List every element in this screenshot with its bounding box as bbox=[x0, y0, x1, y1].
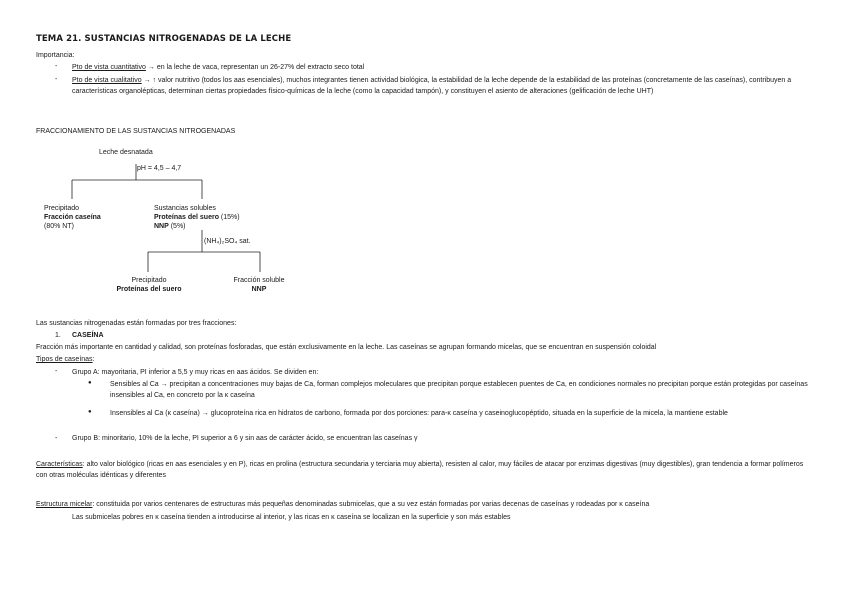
fracciones-intro: Las sustancias nitrogenadas están formadas por tres fracciones: bbox=[36, 320, 237, 327]
diagram-right-line3-bold: NNP bbox=[154, 223, 169, 230]
diagram-left-line3: (80% NT) bbox=[44, 223, 74, 230]
estructura-text: : constituida por varios centenares de estructuras más pequeñas denominadas submicelas, que a su vez están formadas por varias decenas de caseínas y rodeadas por κ caseína bbox=[92, 501, 650, 508]
caseina-sub-item-insensibles: Insensibles al Ca (κ caseína) → glucoproteína rica en hidratos de carbono, formada por dos porciones: para-κ caseína y caseinoglucopéptido, situada en la superficie de la micela, la mantiene estable bbox=[110, 410, 728, 417]
diagram-right-line1: Sustancias solubles bbox=[154, 205, 216, 212]
diagram-bottom-left-line1: Precipitado bbox=[131, 277, 167, 284]
diagram-bottom-right-node bbox=[226, 276, 292, 294]
diagram-bottom-left-line2: Proteínas del suero bbox=[116, 286, 182, 293]
grupo-b: Grupo B: minoritario, 10% de la leche, PI superior a 6 y sin aas de carácter ácido, se encuentran las caseínas γ bbox=[72, 435, 418, 442]
diagram-root: Leche desnatada bbox=[99, 149, 153, 156]
caracteristicas-text: : alto valor biológico (ricas en aas esenciales y en P), ricas en prolina (estructura secundaria y terciaria muy abierta), resisten al calor, muy fáciles de atacar por enzimas digestivas (muy digestibles), gran tendencia a formar polímeros con otras moléculas idénticas y diferentes bbox=[36, 461, 804, 479]
diagram-right-line3 bbox=[154, 222, 240, 231]
importancia-label: Importancia: bbox=[36, 52, 75, 59]
dash-bullet: - bbox=[55, 63, 58, 70]
diagram-right-line2 bbox=[154, 213, 240, 222]
importancia-term: Pto de vista cualitativo bbox=[72, 77, 142, 84]
diagram-step-sulfate: (NH₄)₂SO₄ sat. bbox=[204, 238, 251, 245]
importancia-text: valor nutritivo (todos los aas esenciales), muchos integrantes tienen actividad biológica, la estabilidad de la leche depende de la estabilidad de las proteínas (concretamente de las caseínas), contribuyen a características organolépticas, determinan ciertas propiedades físico-químicas de la leche (como la capacidad tampón), y constituyen el asiento de alteraciones (gelificación de leche UHT) bbox=[72, 77, 792, 95]
tipos-caseinas-colon: : bbox=[92, 356, 95, 363]
dash-bullet: - bbox=[55, 435, 58, 442]
diagram-step-ph: pH = 4,5 – 4,7 bbox=[137, 165, 182, 172]
caseina-heading: CASEÍNA bbox=[72, 332, 104, 339]
diagram-right-line2-bold: Proteínas del suero bbox=[154, 214, 219, 221]
estructura-paragraph bbox=[36, 500, 649, 509]
diagram-right-node bbox=[154, 204, 240, 231]
diagram-right-line2-rest: (15%) bbox=[218, 214, 240, 221]
diagram-bottom-left-node bbox=[112, 276, 186, 294]
caracteristicas-label: Características bbox=[36, 461, 83, 468]
fraccionamiento-heading: FRACCIONAMIENTO DE LAS SUSTANCIAS NITROGENADAS bbox=[36, 128, 236, 135]
tipos-caseinas-label bbox=[36, 355, 95, 364]
estructura-label: Estructura micelar bbox=[36, 501, 93, 508]
diagram-bottom-right-line1: Fracción soluble bbox=[233, 277, 285, 284]
estructura-indent-text: Las submicelas pobres en κ caseína tienden a introducirse al interior, y las ricas en κ caseína se localizan en la superficie y son más estables bbox=[72, 514, 511, 521]
caseina-description: Fracción más importante en cantidad y calidad, son proteínas fosforadas, que están exclusivamente en la leche. Las caseínas se agrupan formando micelas, que se encuentran en suspensión coloidal bbox=[36, 344, 657, 351]
arrow-up-icon: → ↑ bbox=[143, 77, 157, 84]
importancia-term: Pto de vista cuantitativo bbox=[72, 64, 146, 71]
diagram-left-line1: Precipitado bbox=[44, 205, 80, 212]
diagram-bottom-right-line2: NNP bbox=[251, 286, 267, 293]
diagram-right-line3-rest: (5%) bbox=[168, 223, 186, 230]
grupo-a: Grupo A: mayoritaria, PI inferior a 5,5 y muy ricas en aas ácidos. Se dividen en: bbox=[72, 369, 319, 376]
document-title: TEMA 21. SUSTANCIAS NITROGENADAS DE LA LECHE bbox=[36, 34, 292, 44]
circle-bullet-icon: ● bbox=[88, 380, 92, 386]
dash-bullet: - bbox=[55, 76, 58, 83]
arrow-icon: → bbox=[147, 64, 155, 71]
caracteristicas-paragraph bbox=[36, 459, 816, 481]
dash-bullet: - bbox=[55, 368, 58, 375]
circle-bullet-icon: ● bbox=[88, 409, 92, 415]
caseina-sub-item-sensibles: Sensibles al Ca → precipitan a concentraciones muy bajas de Ca, forman complejos moleculares que precipitan porque establecen puentes de Ca, en condiciones normales no precipitan porque están protegidas por caseínas insensibles al Ca, en concreto por la κ caseína bbox=[110, 381, 808, 399]
caseina-number: 1. bbox=[55, 332, 61, 339]
importancia-text: en la leche de vaca, representan un 26-27% del extracto seco total bbox=[154, 64, 365, 71]
diagram-left-node bbox=[44, 204, 101, 231]
tipos-caseinas-label-text: Tipos de caseínas bbox=[36, 356, 93, 363]
diagram-left-line2: Fracción caseína bbox=[44, 214, 101, 221]
